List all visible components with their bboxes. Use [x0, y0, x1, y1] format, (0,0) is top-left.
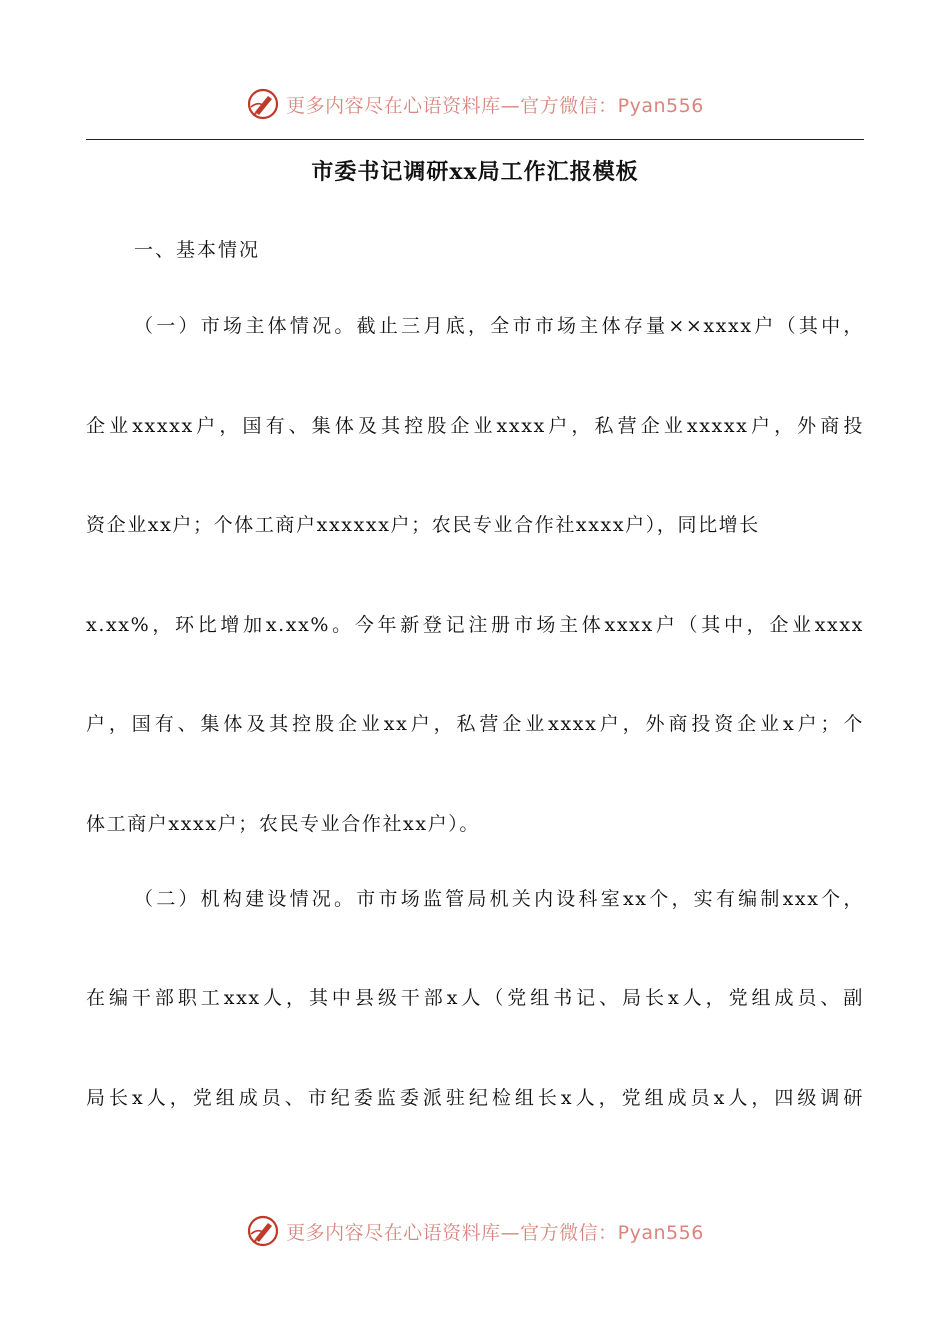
pen-seal-logo-icon [246, 87, 280, 121]
paragraph-line: 户，国有、集体及其控股企业xx户，私营企业xxxx户，外商投资企业x户；个 [86, 713, 864, 735]
paragraph-line: 体工商户xxxx户；农民专业合作社xx户）。 [86, 813, 480, 835]
watermark-header [0, 84, 950, 124]
paragraph-line: x.xx%，环比增加x.xx%。今年新登记注册市场主体xxxx户（其中，企业xxxx [86, 614, 864, 636]
document-title: 市委书记调研xx局工作汇报模板 [311, 159, 639, 185]
paragraph-line: （二）机构建设情况。市市场监管局机关内设科室xx个，实有编制xxx个， [134, 888, 864, 910]
watermark-footer [0, 1211, 950, 1251]
pen-seal-logo-icon [246, 1214, 280, 1248]
header-divider [86, 139, 864, 140]
watermark-text: 更多内容尽在心语资料库—官方微信：Pyan556 [286, 94, 704, 117]
section-heading-basic-info: 一、基本情况 [134, 239, 261, 261]
paragraph-line: 资企业xx户；个体工商户xxxxxx户；农民专业合作社xxxx户），同比增长 [86, 514, 760, 536]
paragraph-line: （一）市场主体情况。截止三月底，全市市场主体存量××xxxx户（其中， [134, 315, 864, 337]
paragraph-line: 在编干部职工xxx人，其中县级干部x人（党组书记、局长x人，党组成员、副 [86, 987, 864, 1009]
paragraph-line: 局长x人，党组成员、市纪委监委派驻纪检组长x人，党组成员x人，四级调研 [86, 1087, 864, 1109]
paragraph-line: 企业xxxxx户，国有、集体及其控股企业xxxx户，私营企业xxxxx户，外商投 [86, 415, 864, 437]
watermark-text: 更多内容尽在心语资料库—官方微信：Pyan556 [286, 1221, 704, 1244]
